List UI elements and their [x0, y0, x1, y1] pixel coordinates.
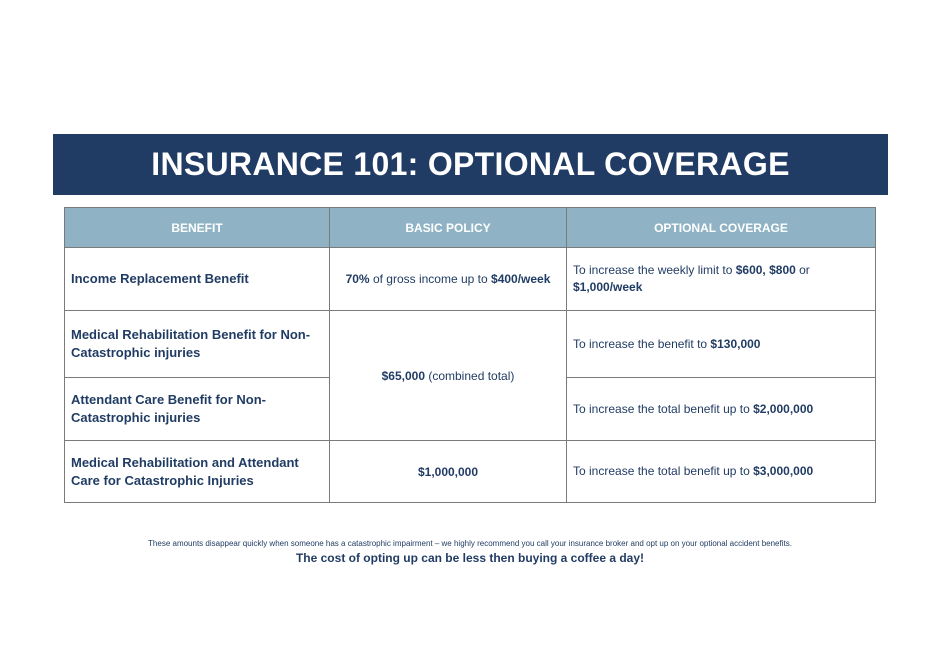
optional-value: $2,000,000: [753, 401, 814, 416]
basic-text: of gross income up to: [369, 272, 492, 286]
basic-value: $65,000: [381, 368, 425, 383]
basic-policy-cell: [330, 311, 567, 441]
table-row: [65, 441, 876, 503]
column-header-benefit: BENEFIT: [65, 208, 330, 248]
benefit-cell: Medical Rehabilitation Benefit for Non-Catastrophic injuries: [65, 311, 330, 378]
basic-text: (combined total): [425, 368, 515, 383]
table-row: [65, 248, 876, 311]
basic-value: $400/week: [491, 272, 551, 286]
optional-text: To increase the weekly limit to: [573, 263, 736, 277]
benefit-cell: Attendant Care Benefit for Non-Catastrophic injuries: [65, 378, 330, 441]
basic-policy-cell: [330, 248, 567, 311]
benefit-cell: Income Replacement Benefit: [65, 248, 330, 311]
optional-value: $130,000: [710, 336, 761, 351]
table-header-row: [65, 208, 876, 248]
optional-value: $600, $800: [735, 263, 796, 277]
footnote: These amounts disappear quickly when someone has a catastrophic impairment – we highly recommend you call your insurance broker and opt up on your optional accident benefits.: [148, 539, 792, 548]
basic-value: $1,000,000: [417, 464, 479, 479]
optional-coverage-cell: [567, 378, 876, 441]
benefit-cell: Medical Rehabilitation and Attendant Care for Catastrophic Injuries: [65, 441, 330, 503]
optional-text: To increase the total benefit up to: [573, 464, 754, 478]
optional-text: or: [795, 263, 810, 277]
column-header-basic-policy: BASIC POLICY: [330, 208, 567, 248]
tagline: The cost of opting up can be less then buying a coffee a day!: [295, 551, 645, 565]
coverage-table: [64, 207, 876, 503]
optional-text: To increase the benefit to: [573, 336, 711, 351]
optional-value: $1,000/week: [573, 280, 643, 294]
column-header-optional-coverage: OPTIONAL COVERAGE: [567, 208, 876, 248]
optional-coverage-cell: [567, 441, 876, 503]
optional-coverage-cell: [567, 248, 876, 311]
optional-text: To increase the total benefit up to: [573, 401, 754, 416]
optional-coverage-cell: [567, 311, 876, 378]
table-row: [65, 311, 876, 378]
basic-policy-cell: [330, 441, 567, 503]
title-banner: [53, 134, 888, 195]
page-title: INSURANCE 101: OPTIONAL COVERAGE: [151, 146, 790, 182]
basic-value: 70%: [345, 272, 370, 286]
optional-value: $3,000,000: [753, 464, 814, 478]
